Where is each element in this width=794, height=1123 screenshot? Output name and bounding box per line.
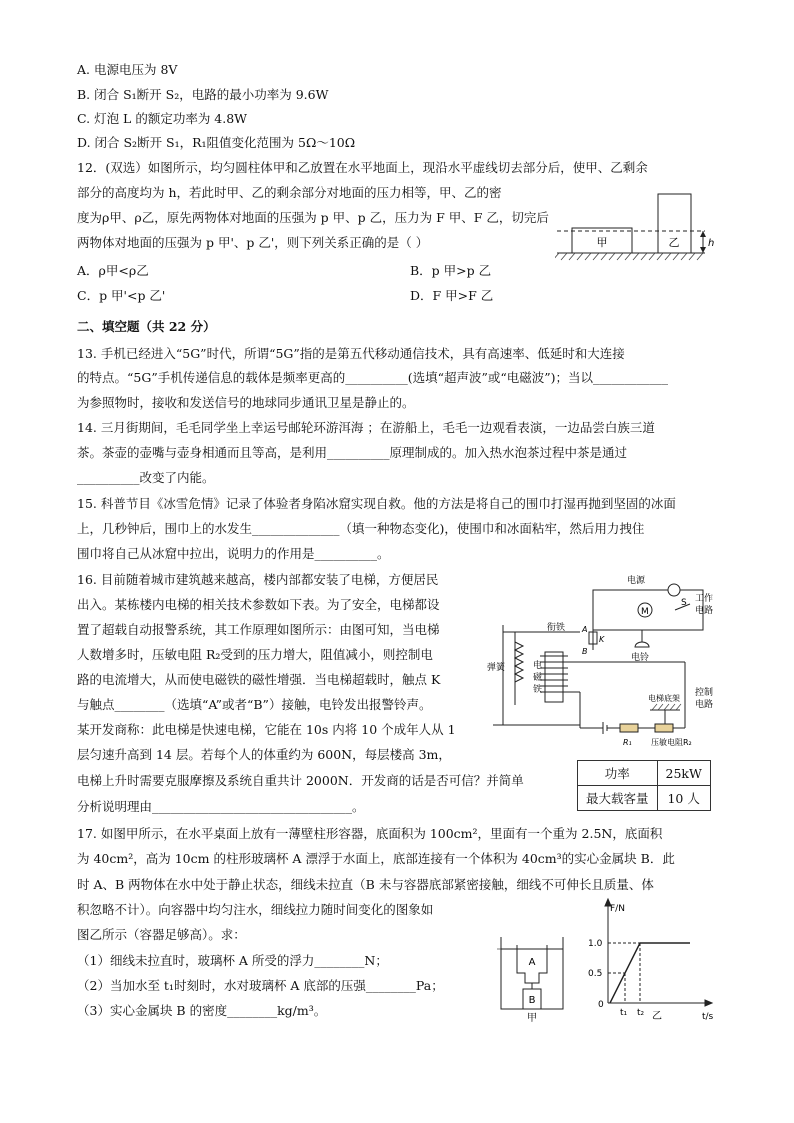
ytick-mid: 0.5 [588, 969, 603, 979]
q16-line: 人数增多时，压敏电阻 R₂受到的压力增大，阻值减小，则控制电 [77, 647, 433, 662]
elevator-spec-table [577, 760, 711, 811]
elevator-alarm-circuit [485, 570, 725, 750]
q16-line: 置了超载自动报警系统，其工作原理如图所示：由图可知，当电梯 [77, 622, 440, 637]
q16-line: 分析说明理由________________________________。 [77, 799, 365, 814]
caption-yi: 乙 [652, 1011, 662, 1022]
q16-line: 16. 目前随着城市建筑越来越高，楼内部都安装了电梯，方便居民 [77, 572, 439, 587]
q16-line: 层匀速升高到 14 层。若每个人的体重约为 600N，每层楼高 3m， [77, 747, 451, 762]
q14-line: 14. 三月街期间，毛毛同学坐上幸运号邮轮环游洱海 ；在游船上，毛毛一边观看表演，一边品尝白族三道 [77, 420, 655, 435]
q13-line: 的特点。“5G”手机传递信息的载体是频率更高的__________(选填“超声波”或“电磁波”)；当以____________ [77, 370, 669, 385]
table-cell: 功率 [578, 761, 658, 786]
label-motor: M [641, 607, 649, 617]
q12-line: 两物体对地面的压强为 p 甲'、p 乙'，则下列关系正确的是（ ） [77, 235, 429, 250]
label-em1: 电 [533, 661, 543, 671]
label-em2: 磁 [533, 673, 543, 683]
label-b: B [528, 995, 536, 1006]
q14-line: __________改变了内能。 [77, 470, 215, 485]
q12-option-c: C．p 甲'<p 乙' [77, 288, 166, 303]
q11-option-b: B. 闭合 S₁断开 S₂，电路的最小功率为 9.6W [77, 87, 329, 102]
ytick-top: 1.0 [588, 939, 603, 949]
label-armature: 衔铁 [547, 623, 566, 633]
tick-t1: t₁ [620, 1008, 628, 1018]
q17-line: （2）当加水至 t₁时刻时，水对玻璃杯 A 底部的压强________Pa； [77, 978, 444, 993]
label-power: 电源 [627, 576, 646, 586]
q11-option-c: C. 灯泡 L 的额定功率为 4.8W [77, 111, 248, 126]
q17-line: 17. 如图甲所示，在水平桌面上放有一薄壁柱形容器，底面积为 100cm²，里面有一个重为 2.5N，底面积 [77, 826, 663, 841]
label-floor: 电梯底架 [648, 694, 680, 703]
q16-line: 电梯上升时需要克服摩擦及系统自重共计 2000N．开发商的话是否可信？并简单 [77, 773, 524, 788]
table-row [578, 761, 711, 786]
axis-ylabel: F/N [610, 904, 625, 914]
q17-line: （1）细线未拉直时，玻璃杯 A 所受的浮力________N； [77, 953, 388, 968]
q12-line: 12．(双选）如图所示，均匀圆柱体甲和乙放置在水平地面上，现沿水平虚线切去部分后，使甲、乙剩余 [77, 160, 648, 175]
label-h: h [708, 238, 715, 249]
caption-jia: 甲 [527, 1013, 537, 1024]
table-cell: 10 人 [657, 786, 710, 811]
q14-line: 茶。茶壶的壶嘴与壶身相通而且等高，是利用__________原理制成的。加入热水泡茶过程中茶是通过 [77, 445, 628, 460]
q12-option-d: D．F 甲>F 乙 [410, 288, 494, 303]
q16-line: 某开发商称：此电梯是快速电梯，它能在 10s 内将 10 个成年人从 1 [77, 722, 456, 737]
origin-label: 0 [598, 1000, 604, 1010]
label-bell: 电铃 [631, 653, 650, 663]
q17-line: （3）实心金属块 B 的密度________kg/m³。 [77, 1003, 327, 1018]
q16-line: 出入。某栋楼内电梯的相关技术参数如下表。为了安全，电梯都设 [77, 597, 440, 612]
q15-line: 围巾将自己从冰窟中拉出，说明力的作用是__________。 [77, 546, 390, 561]
label-a: A [528, 957, 536, 968]
label-jia: 甲 [596, 236, 608, 249]
label-contact-k: K [599, 635, 605, 644]
q15-line: 上，几秒钟后，围巾上的水发生______________（填一种物态变化)，使围巾和冰面粘牢，然后用力拽住 [77, 521, 645, 536]
tick-t2: t₂ [637, 1008, 645, 1018]
q13-line: 为参照物时，接收和发送信号的地球同步通讯卫星是静止的。 [77, 395, 415, 410]
q12-figure [555, 188, 725, 268]
label-switch: S [681, 598, 687, 608]
q16-line: 路的电流增大，从而使电磁铁的磁性增强．当电梯超载时，触点 K [77, 672, 441, 687]
label-yi: 乙 [668, 236, 680, 249]
q13-line: 13. 手机已经进入“5G”时代，所谓“5G”指的是第五代移动通信技术，具有高速率、低延时和大连接 [77, 346, 625, 361]
table-cell: 25kW [657, 761, 710, 786]
label-contact-b: B [582, 647, 588, 656]
q16-line: 与触点________（选填“A”或者“B”）接触，电铃发出报警铃声。 [77, 697, 432, 712]
q12-option-a: A．ρ甲<ρ乙 [77, 263, 149, 278]
q17-line: 图乙所示（容器足够高）。求： [77, 927, 246, 942]
q15-line: 15. 科普节目《冰雪危情》记录了体验者身陷冰窟实现自救。他的方法是将自己的围巾打湿再抛到坚固的冰面 [77, 496, 676, 511]
q11-option-d: D. 闭合 S₂断开 S₁，R₁阻值变化范围为 5Ω～10Ω [77, 135, 356, 150]
label-control1: 控制 [695, 688, 714, 698]
q11-option-a: A. 电源电压为 8V [77, 62, 178, 77]
q12-line: 度为ρ甲、ρ乙，原先两物体对地面的压强为 p 甲、p 乙，压力为 F 甲、F 乙，切完后 [77, 210, 549, 225]
label-spring: 弹簧 [487, 663, 506, 673]
table-row [578, 786, 711, 811]
section-title: 二、填空题（共 22 分） [77, 319, 216, 334]
label-control2: 电路 [695, 700, 714, 710]
q17-line: 为 40cm²，高为 10cm 的柱形玻璃杯 A 漂浮于水面上，底部连接有一个体积为 40cm³的实心金属块 B．此 [77, 851, 675, 866]
q17-force-time-graph [580, 895, 720, 1025]
axis-xlabel: t/s [702, 1012, 714, 1022]
label-work2: 电路 [695, 606, 714, 616]
label-r1: R₁ [623, 738, 632, 747]
label-contact-a: A [582, 625, 588, 634]
q17-line: 积忽略不计）。向容器中均匀注水，细线拉力随时间变化的图象如 [77, 902, 434, 917]
label-em3: 铁 [533, 685, 543, 695]
q12-line: 部分的高度均为 h，若此时甲、乙的剩余部分对地面的压力相等，甲、乙的密 [77, 185, 502, 200]
q17-line: 时 A、B 两物体在水中处于静止状态，细线未拉直（B 未与容器底部紧密接触，细线不可伸长且质量、体 [77, 877, 654, 892]
label-r2: 压敏电阻R₂ [651, 738, 692, 747]
q17-container-figure [495, 935, 575, 1025]
label-work1: 工作 [695, 594, 714, 604]
q12-option-b: B．p 甲>p 乙 [410, 263, 492, 278]
table-cell: 最大载客量 [578, 786, 658, 811]
